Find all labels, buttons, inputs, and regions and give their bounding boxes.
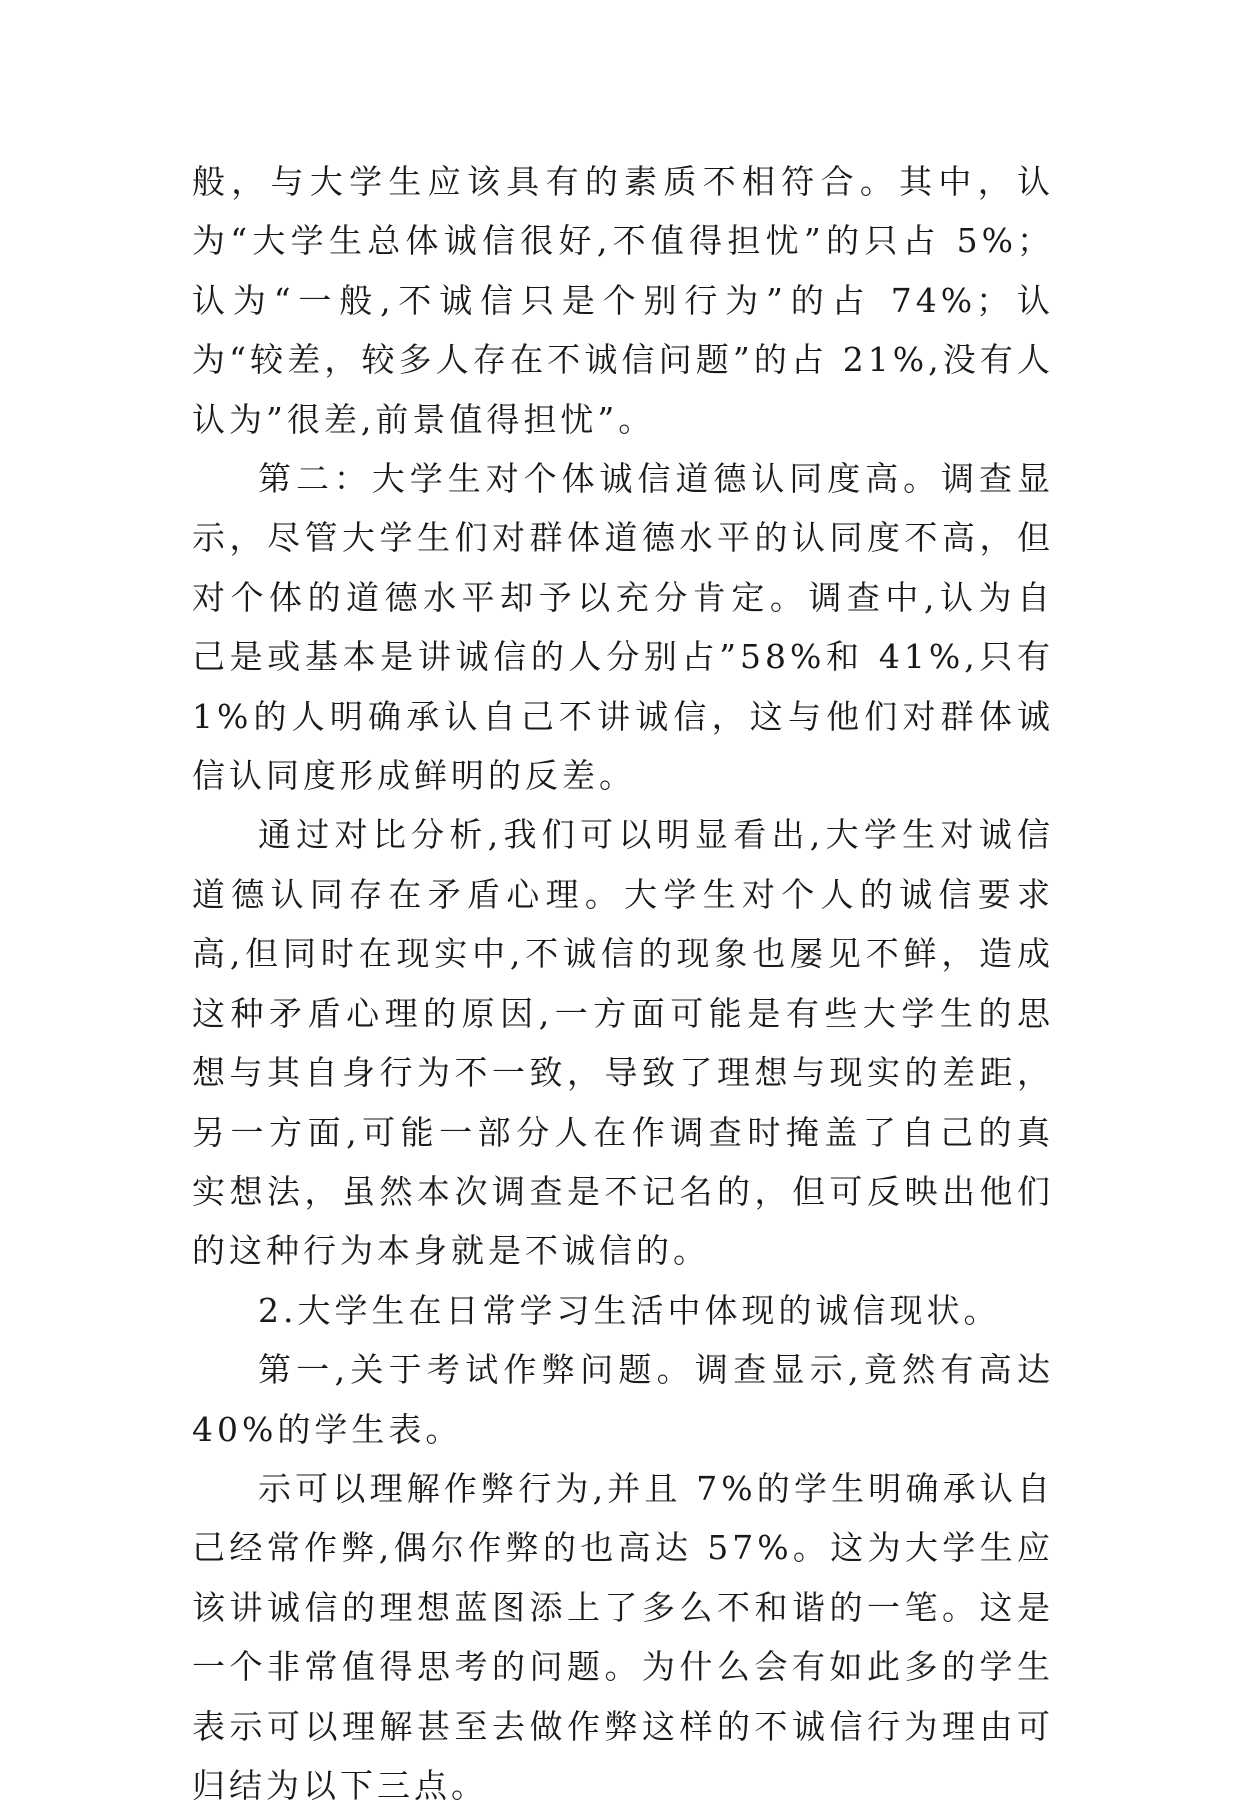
paragraph-exam-cheating: 第一,关于考试作弊问题。调查显示,竟然有高达 40%的学生表。 (192, 1350, 1054, 1449)
document-body (192, 152, 1054, 1815)
section-heading-daily-life: 2.大学生在日常学习生活中体现的诚信现状。 (258, 1290, 1001, 1330)
paragraph-cheating-reasons: 示可以理解作弊行为,并且 7%的学生明确承认自己经常作弊,偶尔作弊的也高达 57%。这为大学生应该讲诚信的理想蓝图添上了多么不和谐的一笔。这是一个非常值得思考的问题。为什么会有如此多的学生表示可以理解甚至去做作弊这样的不诚信行为理由可归结为以下三点。 (192, 1468, 1054, 1805)
paragraph-second-point: 第二：大学生对个体诚信道德认同度高。调查显示，尽管大学生们对群体道德水平的认同度不高，但对个体的道德水平却予以充分肯定。调查中,认为自己是或基本是讲诚信的人分别占”58%和 41%,只有 1%的人明确承认自己不讲诚信，这与他们对群体诚信认同度形成鲜明的反差。 (192, 459, 1054, 796)
paragraph-survey-results: 般，与大学生应该具有的素质不相符合。其中，认为“大学生总体诚信很好,不值得担忧”的只占 5%；认为“一般,不诚信只是个别行为”的占 74%；认为“较差，较多人存在不诚信问题”的占 21%,没有人认为”很差,前景值得担忧”。 (192, 162, 1054, 439)
paragraph-analysis: 通过对比分析,我们可以明显看出,大学生对诚信道德认同存在矛盾心理。大学生对个人的诚信要求高,但同时在现实中,不诚信的现象也屡见不鲜，造成这种矛盾心理的原因,一方面可能是有些大学生的思想与其自身行为不一致，导致了理想与现实的差距，另一方面,可能一部分人在作调查时掩盖了自己的真实想法，虽然本次调查是不记名的，但可反映出他们的这种行为本身就是不诚信的。 (192, 815, 1054, 1271)
